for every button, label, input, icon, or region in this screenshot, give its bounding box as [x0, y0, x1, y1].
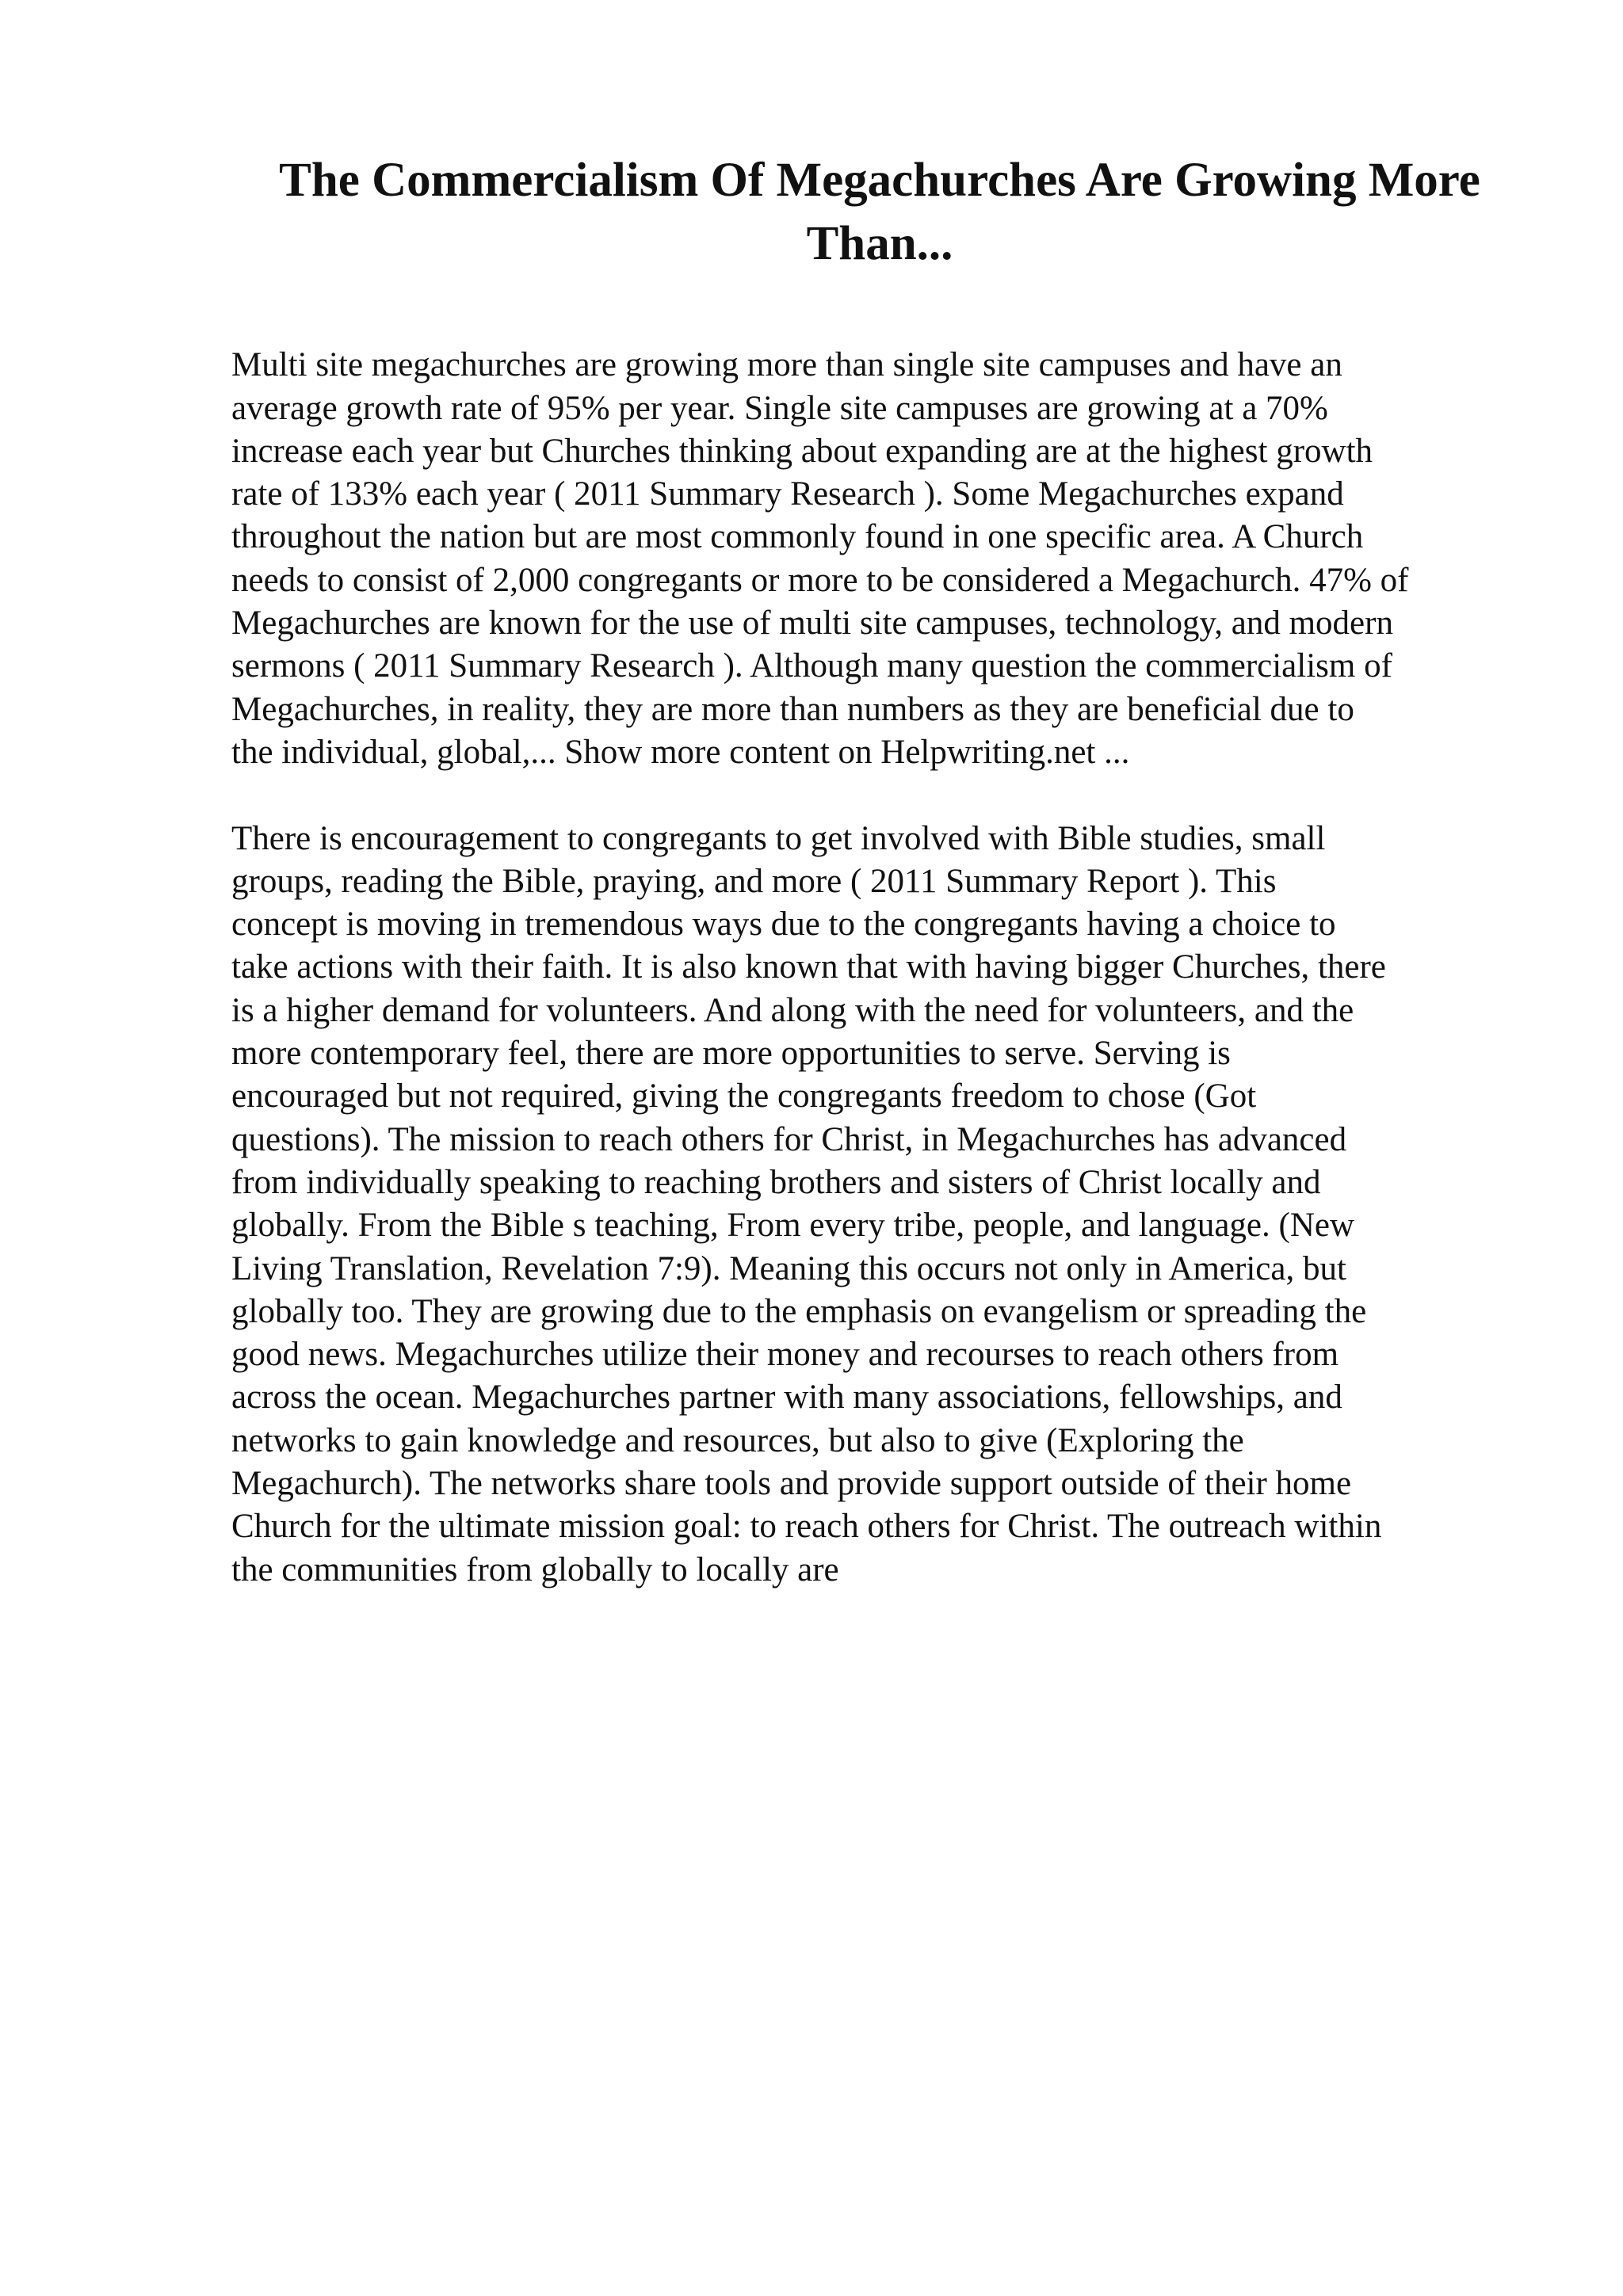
paragraph-1: Multi site megachurches are growing more than single site campuses and have an average growth rate of 95% per year. Single site campuses are growing at a 70% increase each year but Churches thinking about expanding are at the highest growth rate of 133% each year ( 2011 Summary Research ). Some Megachurches expand throughout the nation but are most commonly found in one specific area. A Church needs to consist of 2,000 congregants or more to be considered a Megachurch. 47% of Megachurches are known for the use of multi site campuses, technology, and modern sermons ( 2011 Summary Research ). Although many question the commercialism of Megachurches, in reality, they are more than numbers as they are beneficial due to the individual, global,... Show more content on Helpwriting.net ...: [231, 346, 1409, 771]
document-body: [231, 301, 1525, 1634]
document-title: The Commercialism Of Megachurches Are Growing More Than...: [279, 154, 1480, 270]
paragraph-2: There is encouragement to congregants to get involved with Bible studies, small groups, reading the Bible, praying, and more ( 2011 Summary Report ). This concept is moving in tremendous ways due to the congregants having a choice to take actions with their faith. It is also known that with having bigger Churches, there is a higher demand for volunteers. And along with the need for volunteers, and the more contemporary feel, there are more opportunities to serve. Serving is encouraged but not required, giving the congregants freedom to chose (Got questions). The mission to reach others for Christ, in Megachurches has advanced from individually speaking to reaching brothers and sisters of Christ locally and globally. From the Bible s teaching, From every tribe, people, and language. (New Living Translation, Revelation 7:9). Meaning this occurs not only in America, but globally too. They are growing due to the emphasis on evangelism or spreading the good news. Megachurches utilize their money and recourses to reach others from across the ocean. Megachurches partner with many associations, fellowships, and networks to gain knowledge and resources, but also to give (Exploring the Megachurch). The networks share tools and provide support outside of their home Church for the ultimate mission goal: to reach others for Christ. The outreach within the communities from globally to locally are: [231, 819, 1386, 1589]
